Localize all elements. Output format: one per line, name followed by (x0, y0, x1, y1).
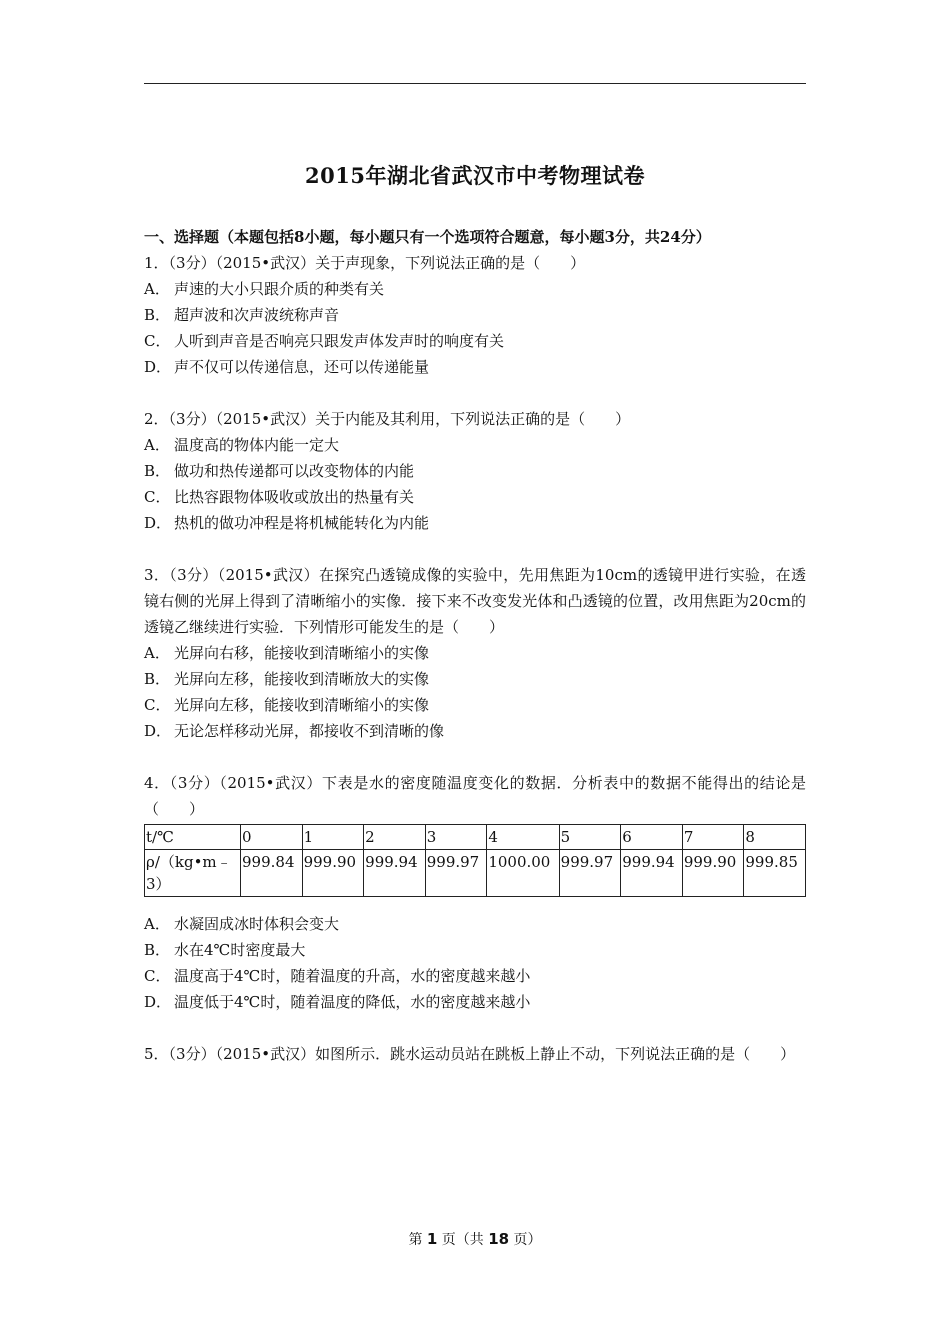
question-5 (144, 1041, 806, 1067)
option-d: D． 声不仅可以传递信息，还可以传递能量 (144, 358, 430, 376)
table-cell: 3 (425, 825, 487, 850)
section-heading: 一、选择题（本题包括8小题，每小题只有一个选项符合题意，每小题3分，共24分） (144, 228, 711, 246)
option-b: B． 做功和热传递都可以改变物体的内能 (144, 462, 415, 480)
table-cell: 999.84 (241, 850, 303, 897)
question-stem: 1．（3分）（2015•武汉）关于声现象，下列说法正确的是（ ） (144, 254, 586, 272)
question-4 (144, 770, 806, 1015)
option-c: C． 温度高于4℃时，随着温度的升高，水的密度越来越小 (144, 967, 531, 985)
table-row (145, 850, 806, 897)
option-c: C． 比热容跟物体吸收或放出的热量有关 (144, 488, 415, 506)
question-3 (144, 562, 806, 744)
total-pages-number: 18 (488, 1230, 510, 1248)
option-d: D． 无论怎样移动光屏，都接收不到清晰的像 (144, 722, 445, 740)
page-footer: 第 1 页（共 18 页） (408, 1230, 542, 1248)
table-header-cell: ρ/（kg•m﹣3） (145, 850, 241, 897)
option-c: C． 光屏向左移，能接收到清晰缩小的实像 (144, 696, 430, 714)
question-1 (144, 250, 806, 380)
table-cell: 1000.00 (487, 850, 559, 897)
table-row (145, 825, 806, 850)
table-cell: 2 (364, 825, 426, 850)
density-table (144, 824, 806, 897)
option-c: C． 人听到声音是否响亮只跟发声体发声时的响度有关 (144, 332, 505, 350)
table-header-cell: t/℃ (145, 825, 241, 850)
option-d: D． 温度低于4℃时，随着温度的降低，水的密度越来越小 (144, 993, 531, 1011)
option-b: B． 超声波和次声波统称声音 (144, 306, 340, 324)
table-cell: 999.94 (364, 850, 426, 897)
table-cell: 999.94 (621, 850, 683, 897)
table-cell: 999.90 (682, 850, 744, 897)
option-a: A． 声速的大小只跟介质的种类有关 (144, 280, 385, 298)
current-page-number: 1 (426, 1230, 438, 1248)
question-2 (144, 406, 806, 536)
table-cell: 8 (744, 825, 806, 850)
option-a: A． 温度高的物体内能一定大 (144, 436, 340, 454)
option-d: D． 热机的做功冲程是将机械能转化为内能 (144, 514, 430, 532)
table-cell: 5 (559, 825, 621, 850)
table-cell: 999.97 (559, 850, 621, 897)
table-cell: 7 (682, 825, 744, 850)
option-a: A． 光屏向右移，能接收到清晰缩小的实像 (144, 644, 430, 662)
question-stem: 4．（3分）（2015•武汉）下表是水的密度随温度变化的数据．分析表中的数据不能得出的结论是（ ） (144, 774, 806, 818)
option-a: A． 水凝固成冰时体积会变大 (144, 915, 340, 933)
table-cell: 999.85 (744, 850, 806, 897)
table-cell: 6 (621, 825, 683, 850)
page-title: 2015年湖北省武汉市中考物理试卷 (305, 163, 645, 188)
table-cell: 999.90 (302, 850, 364, 897)
option-b: B． 光屏向左移，能接收到清晰放大的实像 (144, 670, 430, 688)
question-stem: 5．（3分）（2015•武汉）如图所示．跳水运动员站在跳板上静止不动，下列说法正确的是（ ） (144, 1045, 796, 1063)
exam-content (144, 224, 806, 1067)
table-cell: 0 (241, 825, 303, 850)
table-cell: 999.97 (425, 850, 487, 897)
table-cell: 1 (302, 825, 364, 850)
question-stem: 3．（3分）（2015•武汉）在探究凸透镜成像的实验中，先用焦距为10cm的透镜甲进行实验，在透镜右侧的光屏上得到了清晰缩小的实像．接下来不改变发光体和凸透镜的位置，改用焦距为20cm的透镜乙继续进行实验．下列情形可能发生的是（ ） (144, 566, 806, 636)
option-b: B． 水在4℃时密度最大 (144, 941, 306, 959)
table-cell: 4 (487, 825, 559, 850)
question-stem: 2．（3分）（2015•武汉）关于内能及其利用，下列说法正确的是（ ） (144, 410, 631, 428)
header-rule (144, 83, 806, 84)
